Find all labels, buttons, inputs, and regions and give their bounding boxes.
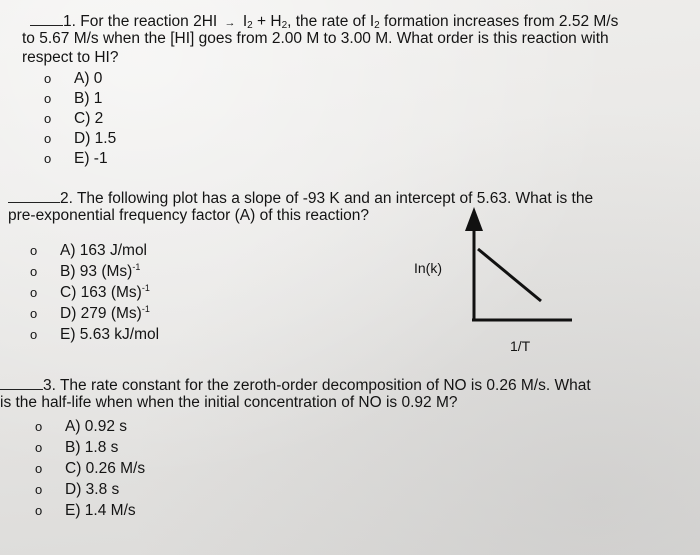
plot-line [478,249,541,301]
question-1-number: 1. [63,13,76,30]
question-3-line-1: 3. The rate constant for the zeroth-order decomposition of NO is 0.26 M/s. What [0,375,591,395]
answer-blank-1 [30,11,63,26]
q2-choice-e[interactable]: o E) 5.63 kJ/mol [30,326,160,343]
q2-choice-b[interactable]: o B) 93 $(Ms)^{-1}$ [30,262,141,280]
bullet-icon: o [35,461,43,476]
question-1-line-2: to 5.67 M/s when the [HI] goes from 2.00 M to 3.00 M. What order is this reaction with [22,30,609,47]
q2-choice-c[interactable]: o C) 163 $(Ms)^{-1}$ [30,283,150,301]
bullet-icon: o [35,419,43,434]
bullet-icon: o [44,91,52,106]
question-3-number: 3. [43,377,56,394]
bullet-icon: o [30,327,38,342]
bullet-icon: o [30,306,38,321]
question-2-line-2: pre-exponential frequency factor (A) of this reaction? [8,207,369,224]
q1-choice-c[interactable]: o C) 2 [44,110,104,127]
answer-blank-2 [8,188,60,203]
q1-choice-a[interactable]: o A) 0 [44,70,103,87]
q3-choice-e[interactable]: o E) 1.4 M/s [35,502,136,519]
bullet-icon: o [30,243,38,258]
y-axis-label: In(k) [414,260,442,276]
x-axis-label: 1/T [510,338,531,354]
bullet-icon: o [44,151,52,166]
q3-choice-b[interactable]: o B) 1.8 s [35,439,119,456]
answer-blank-3 [0,375,43,390]
bullet-icon: o [35,482,43,497]
q1-choice-d[interactable]: o D) 1.5 [44,130,117,147]
question-1-line-3: respect to HI? [22,49,119,66]
bullet-icon: o [44,111,52,126]
bullet-icon: o [44,131,52,146]
q2-choice-d[interactable]: o D) 279 $(Ms)^{-1}$ [30,304,150,322]
question-2-line-1: 2. The following plot has a slope of -93 K and an intercept of 5.63. What is the [8,188,593,208]
q1-choice-b[interactable]: o B) 1 [44,90,103,107]
q3-choice-a[interactable]: o A) 0.92 s [35,418,128,435]
q3-choice-d[interactable]: o D) 3.8 s [35,481,120,498]
bullet-icon: o [30,264,38,279]
bullet-icon: o [35,440,43,455]
question-2-number: 2. [60,190,73,207]
y-axis-arrowhead-icon [465,207,483,231]
bullet-icon: o [44,71,52,86]
bullet-icon: o [30,285,38,300]
bullet-icon: o [35,503,43,518]
q1-choice-e[interactable]: o E) -1 [44,150,108,167]
q3-choice-c[interactable]: o C) 0.26 M/s [35,460,146,477]
q2-choice-a[interactable]: o A) 163 J/mol [30,242,148,259]
question-3-line-2: is the half-life when when the initial concentration of NO is 0.92 M? [0,394,458,411]
reaction-arrow-icon: → [224,17,236,29]
question-1-line-1: 1. For the reaction $2HI \to I_2 + H_2$, the rate of $I_2$ formation increases from 2.52 M/s [30,11,618,32]
